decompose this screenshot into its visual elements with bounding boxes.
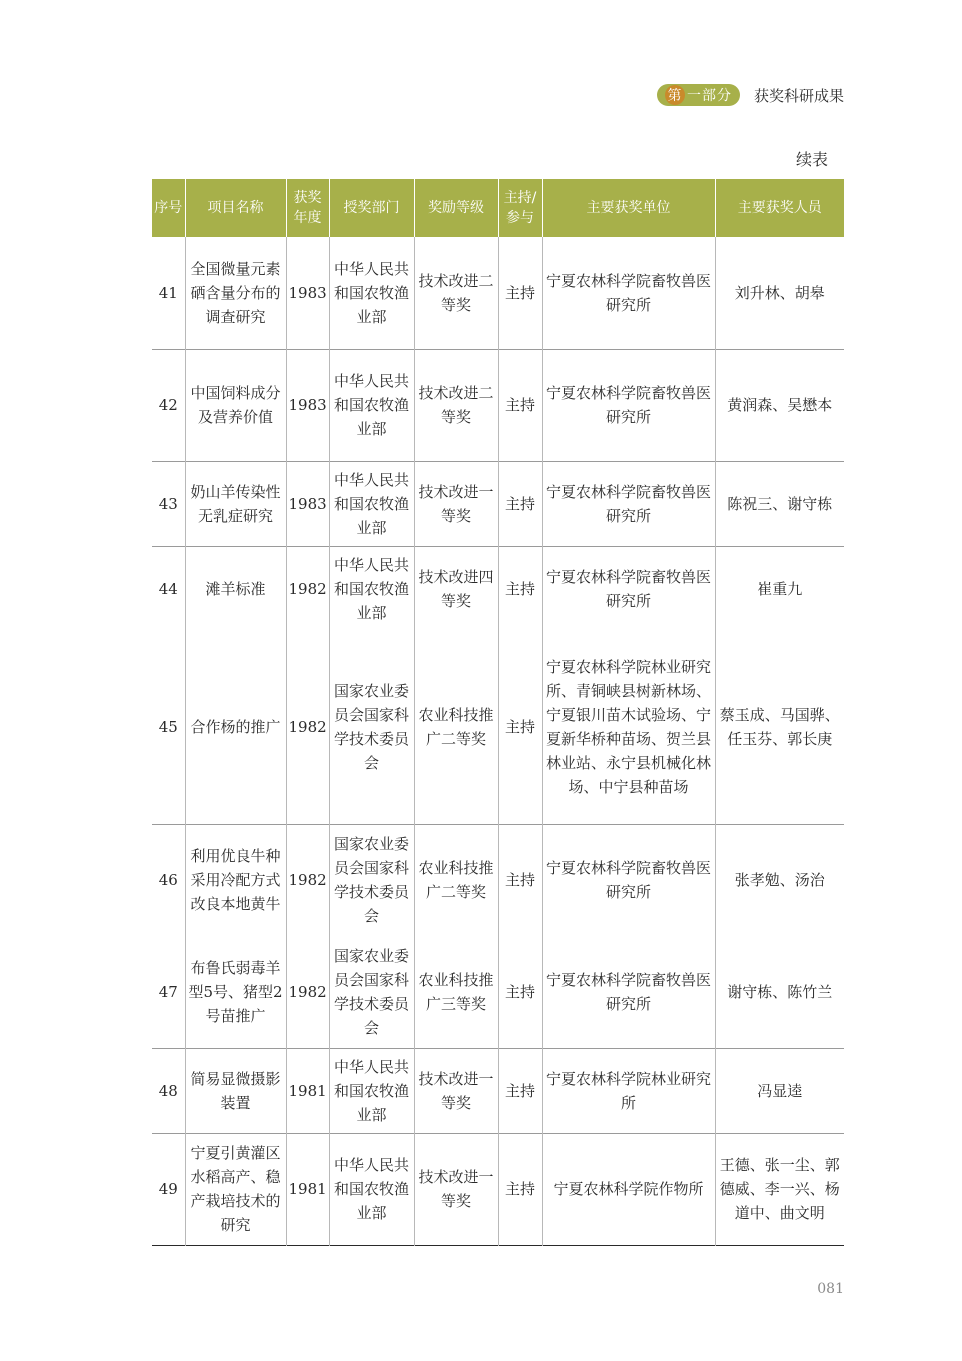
- cell-unit: 宁夏农林科学院畜牧兽医研究所: [542, 461, 715, 546]
- cell-level: 技术改进一等奖: [414, 461, 498, 546]
- cell-year: 1983: [286, 461, 329, 546]
- cell-name: 奶山羊传染性无乳症研究: [185, 461, 286, 546]
- cell-name: 简易显微摄影装置: [185, 1048, 286, 1133]
- cell-name: 布鲁氏弱毒羊型5号、猪型2号苗推广: [185, 936, 286, 1048]
- cell-people: 王德、张一尘、郭德威、李一兴、杨道中、曲文明: [719, 1156, 840, 1222]
- cell-year: 1982: [286, 631, 329, 824]
- cell-level: 技术改进一等奖: [414, 1048, 498, 1133]
- cell-role: 主持: [498, 824, 542, 936]
- col-header-people: 主要获奖人员: [715, 179, 844, 237]
- cell-unit: 宁夏农林科学院畜牧兽医研究所: [542, 824, 715, 936]
- cell-role: 主持: [498, 936, 542, 1048]
- page-number: 081: [817, 1281, 844, 1297]
- cell-people: 蔡玉成、马国骅、任玉芬、郭长庚: [719, 706, 840, 749]
- cell-dept: 国家农业委员会国家科学技术委员会: [329, 936, 414, 1048]
- col-header-year: 获奖年度: [286, 179, 329, 237]
- cell-people: 黄润森、吴懋本: [727, 396, 833, 414]
- cell-role: 主持: [498, 631, 542, 824]
- cell-unit: 宁夏农林科学院畜牧兽医研究所: [542, 546, 715, 631]
- cell-name: 利用优良牛种采用冷配方式改良本地黄牛: [185, 824, 286, 936]
- continuation-label: 续表: [795, 150, 828, 169]
- cell-name: 全国微量元素硒含量分布的调查研究: [185, 237, 286, 349]
- table-row: [152, 461, 844, 546]
- cell-level: 农业科技推广二等奖: [414, 631, 498, 824]
- cell-people: 冯显逵: [757, 1081, 803, 1100]
- cell-level: 农业科技推广三等奖: [414, 936, 498, 1048]
- cell-no: 45: [152, 631, 185, 824]
- cell-no: 41: [152, 237, 185, 349]
- cell-unit: 宁夏农林科学院畜牧兽医研究所: [542, 936, 715, 1048]
- cell-dept: 中华人民共和国农牧渔业部: [329, 546, 414, 631]
- cell-level: 技术改进二等奖: [414, 349, 498, 461]
- cell-level: 技术改进二等奖: [414, 237, 498, 349]
- col-header-unit: 主要获奖单位: [542, 179, 715, 237]
- cell-year: 1982: [286, 546, 329, 631]
- cell-people: 谢守栋、陈竹兰: [727, 982, 833, 1001]
- cell-role: 主持: [498, 546, 542, 631]
- section-title: 获奖科研成果: [753, 86, 844, 105]
- cell-no: 47: [152, 936, 185, 1048]
- cell-name: 合作杨的推广: [185, 631, 286, 824]
- cell-dept: 中华人民共和国农牧渔业部: [329, 237, 414, 349]
- part-label: 一部分: [686, 88, 732, 104]
- cell-dept: 国家农业委员会国家科学技术委员会: [329, 824, 414, 936]
- cell-unit: 宁夏农林科学院林业研究所: [542, 1048, 715, 1133]
- cell-no: 43: [152, 461, 185, 546]
- cell-dept: 中华人民共和国农牧渔业部: [329, 1048, 414, 1133]
- table-row: [152, 936, 844, 1048]
- cell-dept: 中华人民共和国农牧渔业部: [329, 349, 414, 461]
- cell-people: 刘升林、胡皋: [734, 283, 825, 302]
- table-row: [152, 824, 844, 936]
- cell-no: 49: [152, 1133, 185, 1245]
- running-header: [657, 84, 844, 106]
- cell-people: 陈祝三、谢守栋: [727, 494, 833, 513]
- table-row: [152, 1048, 844, 1133]
- table-row: [152, 631, 844, 824]
- col-header-dept: 授奖部门: [329, 179, 414, 237]
- cell-no: 48: [152, 1048, 185, 1133]
- cell-people: 张孝勉、汤治: [734, 871, 825, 890]
- table-header-row: [152, 179, 844, 237]
- col-header-role: 主持/参与: [498, 179, 542, 237]
- cell-name: 宁夏引黄灌区水稻高产、稳产栽培技术的研究: [185, 1133, 286, 1245]
- cell-dept: 中华人民共和国农牧渔业部: [329, 1133, 414, 1245]
- col-header-level: 奖励等级: [414, 179, 498, 237]
- awards-table: [152, 179, 844, 1246]
- table-row: [152, 546, 844, 631]
- cell-year: 1981: [286, 1133, 329, 1245]
- table-row: [152, 237, 844, 349]
- cell-level: 技术改进四等奖: [414, 546, 498, 631]
- part-badge: [657, 84, 740, 106]
- cell-no: 42: [152, 349, 185, 461]
- cell-unit: 宁夏农林科学院作物所: [542, 1133, 715, 1245]
- cell-unit: 宁夏农林科学院林业研究所、青铜峡县树新林场、宁夏银川苗木试验场、宁夏新华桥种苗场、贺兰县林业站、永宁县机械化林场、中宁县种苗场: [542, 631, 715, 824]
- cell-dept: 中华人民共和国农牧渔业部: [329, 461, 414, 546]
- cell-role: 主持: [498, 1133, 542, 1245]
- cell-role: 主持: [498, 461, 542, 546]
- cell-year: 1983: [286, 349, 329, 461]
- cell-no: 46: [152, 824, 185, 936]
- cell-name: 滩羊标准: [185, 546, 286, 631]
- cell-year: 1982: [286, 936, 329, 1048]
- col-header-no: 序号: [152, 179, 185, 237]
- cell-no: 44: [152, 546, 185, 631]
- cell-dept: 国家农业委员会国家科学技术委员会: [329, 631, 414, 824]
- cell-people: 崔重九: [757, 579, 803, 598]
- cell-role: 主持: [498, 349, 542, 461]
- cell-unit: 宁夏农林科学院畜牧兽医研究所: [542, 237, 715, 349]
- table-row: [152, 349, 844, 461]
- table-row: [152, 1133, 844, 1245]
- cell-role: 主持: [498, 237, 542, 349]
- cell-level: 农业科技推广二等奖: [414, 824, 498, 936]
- cell-level: 技术改进一等奖: [414, 1133, 498, 1245]
- cell-name: 中国饲料成分及营养价值: [185, 349, 286, 461]
- cell-role: 主持: [498, 1048, 542, 1133]
- cell-year: 1981: [286, 1048, 329, 1133]
- col-header-name: 项目名称: [185, 179, 286, 237]
- cell-year: 1983: [286, 237, 329, 349]
- part-seal: 第: [665, 85, 685, 105]
- cell-unit: 宁夏农林科学院畜牧兽医研究所: [542, 349, 715, 461]
- cell-year: 1982: [286, 824, 329, 936]
